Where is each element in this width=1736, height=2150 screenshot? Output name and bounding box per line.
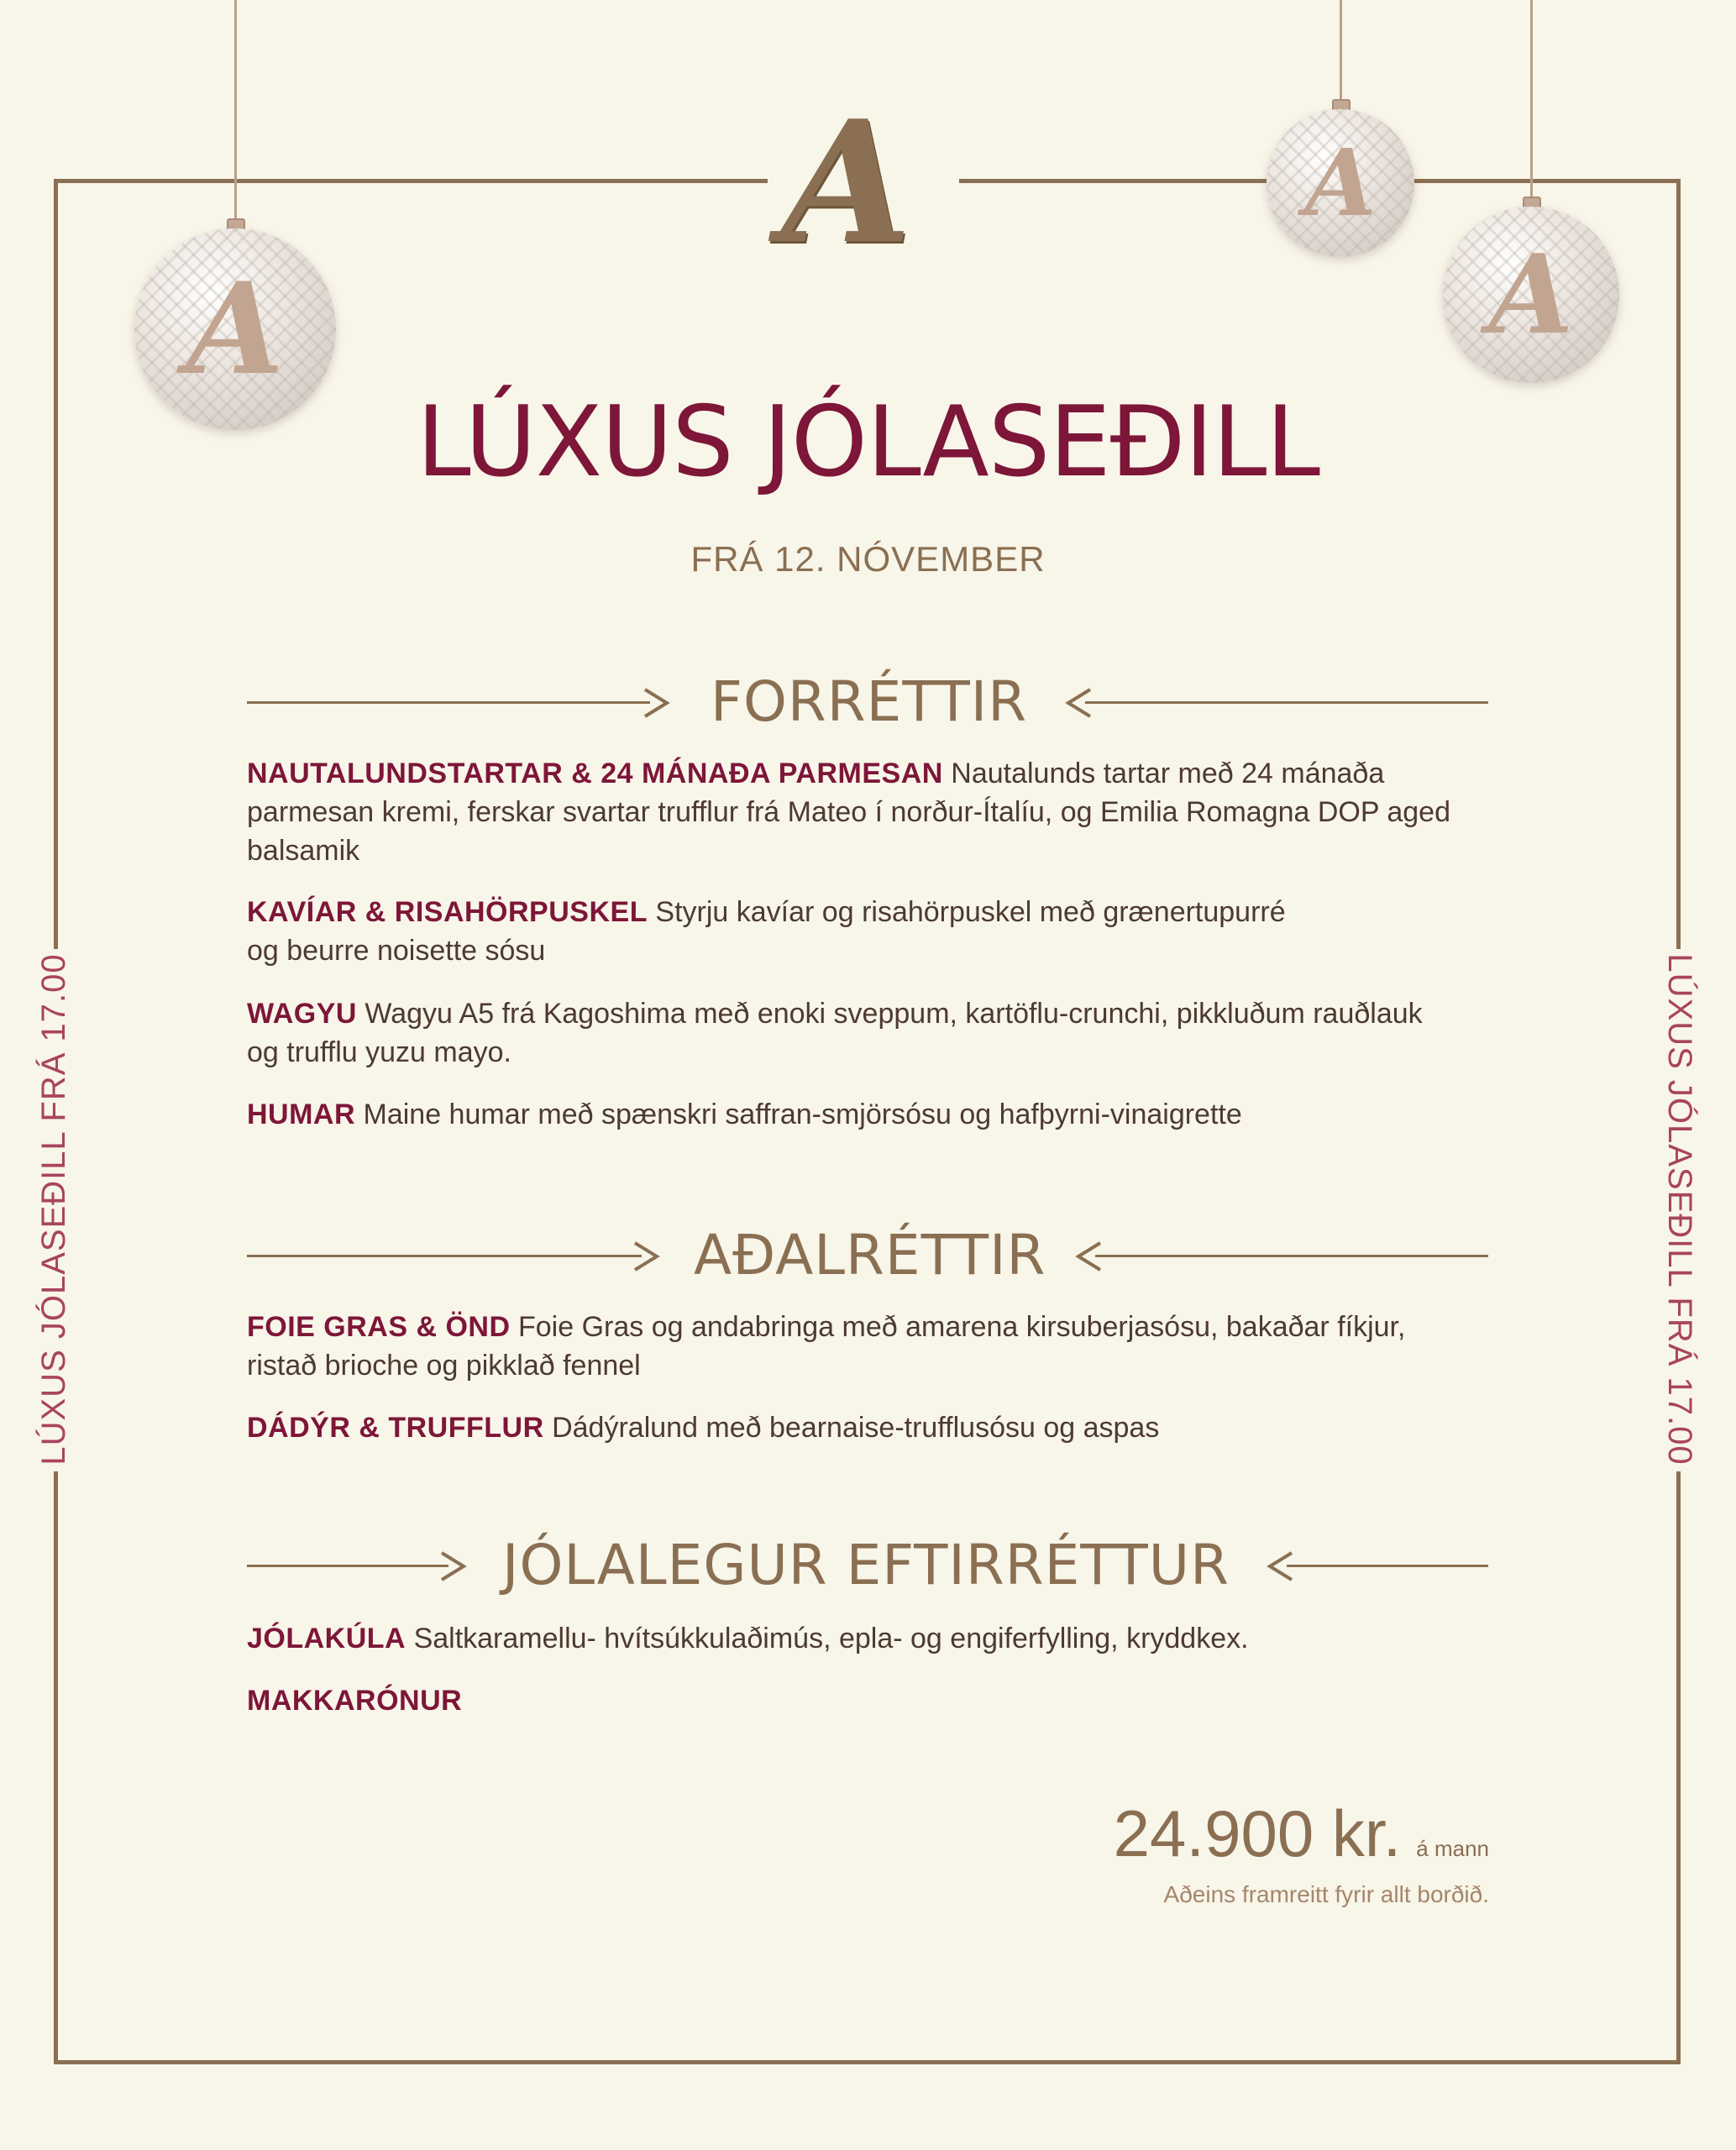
section-arrow-line-left bbox=[247, 701, 650, 704]
frame-right-lower bbox=[1676, 1471, 1681, 2064]
menu-item bbox=[247, 1408, 1456, 1447]
menu-item bbox=[247, 1681, 1456, 1720]
menu-item-desc: Styrju kavíar og risahörpuskel með grænertupurré og beurre noisette sósu bbox=[247, 896, 1286, 967]
menu-item-desc: Saltkaramellu- hvítsúkkulaðimús, epla- og engiferfylling, kryddkex. bbox=[413, 1623, 1249, 1654]
section-heading: FORRÉTTIR bbox=[711, 669, 1028, 734]
menu-item-name: MAKKARÓNUR bbox=[247, 1685, 463, 1717]
menu-item-name: FOIE GRAS & ÖND bbox=[247, 1311, 511, 1343]
monogram-logo: A bbox=[781, 84, 912, 281]
section-arrow-line-right bbox=[1085, 701, 1488, 704]
page-subtitle: FRÁ 12. NÓVEMBER bbox=[690, 539, 1046, 579]
frame-left-lower bbox=[54, 1471, 58, 2064]
price-block bbox=[1114, 1796, 1489, 1872]
section-arrow-line-left bbox=[247, 1565, 448, 1567]
price-note: Aðeins framreitt fyrir allt borðið. bbox=[1163, 1881, 1489, 1907]
menu-item-name: DÁDÝR & TRUFFLUR bbox=[247, 1412, 544, 1444]
arrow-right-icon bbox=[628, 1240, 662, 1273]
menu-item-name: WAGYU bbox=[247, 998, 357, 1030]
frame-bottom bbox=[54, 2060, 1681, 2064]
ornament-right-top: A bbox=[1267, 109, 1414, 257]
menu-item bbox=[247, 1095, 1456, 1134]
section-heading: JÓLALEGUR EFTIRRÉTTUR bbox=[502, 1533, 1230, 1597]
menu-item-name: HUMAR bbox=[247, 1099, 356, 1130]
menu-item-name: NAUTALUNDSTARTAR & 24 MÁNAÐA PARMESAN bbox=[247, 758, 943, 789]
frame-top-left bbox=[54, 179, 768, 183]
price-per: á mann bbox=[1416, 1836, 1489, 1861]
menu-item bbox=[247, 754, 1456, 870]
page-title: LÚXUS JÓLASEÐILL bbox=[416, 385, 1320, 499]
side-text-right: LÚXUS JÓLASEÐILL FRÁ 17.00 bbox=[1661, 953, 1698, 1466]
menu-item bbox=[247, 893, 1305, 970]
menu-item-desc: Dádýralund með bearnaise-trufflusósu og aspas bbox=[552, 1412, 1160, 1444]
menu-item-desc: Maine humar með spænskri saffran-smjörsósu og hafþyrni-vinaigrette bbox=[363, 1099, 1242, 1130]
menu-item-name: KAVÍAR & RISAHÖRPUSKEL bbox=[247, 896, 648, 928]
arrow-right-icon bbox=[435, 1550, 469, 1583]
menu-item bbox=[247, 1308, 1440, 1385]
section-heading: AÐALRÉTTIR bbox=[694, 1223, 1046, 1287]
menu-item-desc: Wagyu A5 frá Kagoshima með enoki sveppum, kartöflu-crunchi, pikkluðum rauðlauk og trufflu yuzu mayo. bbox=[247, 998, 1423, 1068]
menu-item-desc: Foie Gras og andabringa með amarena kirsuberjasósu, bakaðar fíkjur, ristað brioche og pikklað fennel bbox=[247, 1311, 1406, 1382]
ornament-right-bottom: A bbox=[1443, 207, 1619, 383]
section-arrow-line-left bbox=[247, 1255, 642, 1257]
menu-item-desc: Nautalunds tartar með 24 mánaða parmesan kremi, ferskar svartar trufflur frá Mateo í norður-Ítalíu, og Emilia Romagna DOP aged balsamik bbox=[247, 758, 1450, 867]
section-arrow-line-right bbox=[1095, 1255, 1488, 1257]
ornament-string bbox=[234, 0, 237, 223]
menu-item-name: JÓLAKÚLA bbox=[247, 1623, 406, 1654]
price-amount: 24.900 kr. bbox=[1113, 1796, 1402, 1870]
menu-item bbox=[247, 994, 1456, 1072]
section-arrow-line-right bbox=[1287, 1565, 1488, 1567]
side-text-left: LÚXUS JÓLASEÐILL FRÁ 17.00 bbox=[35, 953, 72, 1466]
arrow-right-icon bbox=[638, 686, 672, 720]
ornament-left: A bbox=[134, 228, 336, 430]
menu-item bbox=[247, 1619, 1456, 1658]
ornament-string bbox=[1530, 0, 1533, 200]
ornament-string bbox=[1340, 0, 1342, 102]
